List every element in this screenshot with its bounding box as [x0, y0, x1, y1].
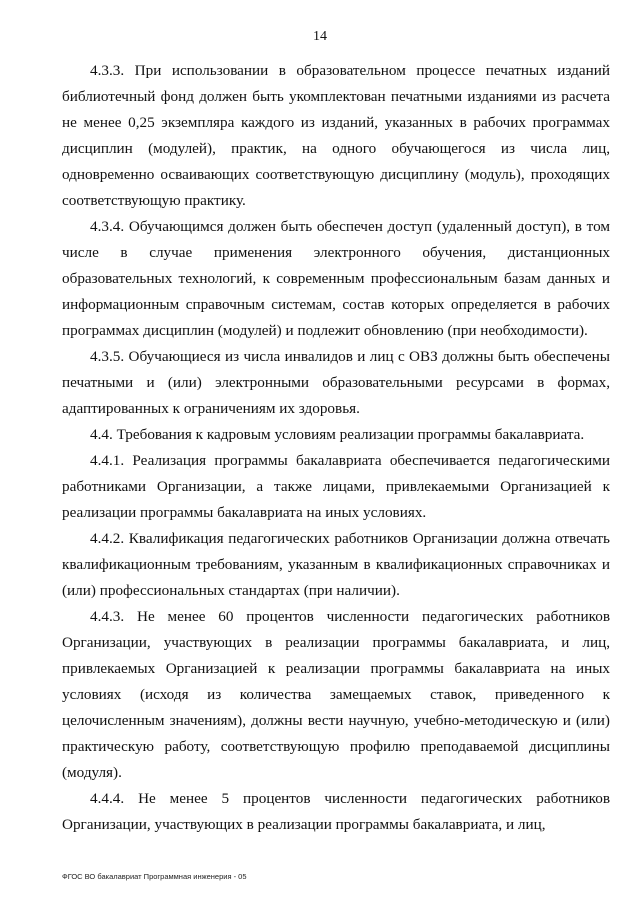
page-footer: ФГОС ВО бакалавриат Программная инженерия - 05: [62, 872, 247, 881]
page-number: 14: [313, 29, 327, 44]
paragraph-4-4-1: 4.4.1. Реализация программы бакалавриата обеспечивается педагогическими работниками Организации, а также лицами, привлекаемыми Организацией к реализации программы бакалавриата на иных условиях.: [62, 452, 610, 521]
paragraph-4-4-2: 4.4.2. Квалификация педагогических работников Организации должна отвечать квалификационным требованиям, указанным в квалификационных справочниках и (или) профессиональных стандартах (при наличии).: [62, 530, 610, 599]
document-body: [62, 58, 610, 838]
paragraph-4-3-4: 4.3.4. Обучающимся должен быть обеспечен доступ (удаленный доступ), в том числе в случае применения электронного обучения, дистанционных образовательных технологий, к современным профессиональным базам данных и информационным справочным системам, состав которых определяется в рабочих программах дисциплин (модулей) и подлежит обновлению (при необходимости).: [62, 218, 610, 339]
paragraph-4-3-5: 4.3.5. Обучающиеся из числа инвалидов и лиц с ОВЗ должны быть обеспечены печатными и (или) электронными образовательными ресурсами в формах, адаптированных к ограничениям их здоровья.: [62, 348, 610, 417]
paragraph-4-4-3: 4.4.3. Не менее 60 процентов численности педагогических работников Организации, участвующих в реализации программы бакалавриата, и лиц, привлекаемых Организацией к реализации программы бакалавриата на иных условиях (исходя из количества замещаемых ставок, приведенного к целочисленным значениям), должны вести научную, учебно-методическую и (или) практическую работу, соответствующую профилю преподаваемой дисциплины (модуля).: [62, 608, 610, 781]
paragraph-4-4: 4.4. Требования к кадровым условиям реализации программы бакалавриата.: [90, 426, 585, 443]
paragraph-4-4-4: 4.4.4. Не менее 5 процентов численности педагогических работников Организации, участвующих в реализации программы бакалавриата, и лиц,: [62, 790, 610, 833]
paragraph-4-3-3: 4.3.3. При использовании в образовательном процессе печатных изданий библиотечный фонд должен быть укомплектован печатными изданиями из расчета не менее 0,25 экземпляра каждого из изданий, указанных в рабочих программах дисциплин (модулей), практик, на одного обучающегося из числа лиц, одновременно осваивающих соответствующую дисциплину (модуль), проходящих соответствующую практику.: [62, 62, 610, 209]
